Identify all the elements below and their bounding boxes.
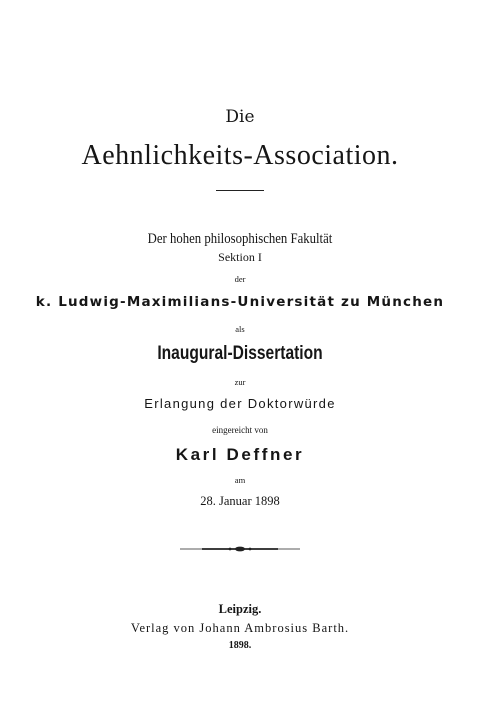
- purpose-line: Erlangung der Doktorwürde: [144, 396, 336, 411]
- section-line: Sektion I: [218, 250, 262, 264]
- imprint-publisher: Verlag von Johann Ambrosius Barth.: [130, 621, 350, 635]
- am-line: am: [234, 475, 246, 485]
- imprint-year: 1898.: [228, 640, 252, 651]
- university-line: k. Ludwig-Maximilians-Universität zu München: [35, 294, 445, 310]
- zur-line: zur: [234, 377, 246, 387]
- article: Die: [225, 107, 255, 127]
- der-line: der: [234, 274, 246, 284]
- submitted-by-line: eingereicht von: [212, 425, 268, 435]
- imprint-city: Leipzig.: [218, 602, 262, 616]
- short-rule: [216, 190, 264, 191]
- thesis-type: Inaugural-Dissertation: [157, 343, 323, 364]
- ornamental-divider-icon: [180, 546, 300, 552]
- main-title: Aehnlichkeits-Association.: [81, 140, 399, 171]
- date-line: 28. Januar 1898: [200, 494, 280, 508]
- als-line: als: [235, 324, 245, 334]
- faculty-line: Der hohen philosophischen Fakultät: [147, 231, 333, 247]
- author-name: Karl Deffner: [175, 445, 305, 464]
